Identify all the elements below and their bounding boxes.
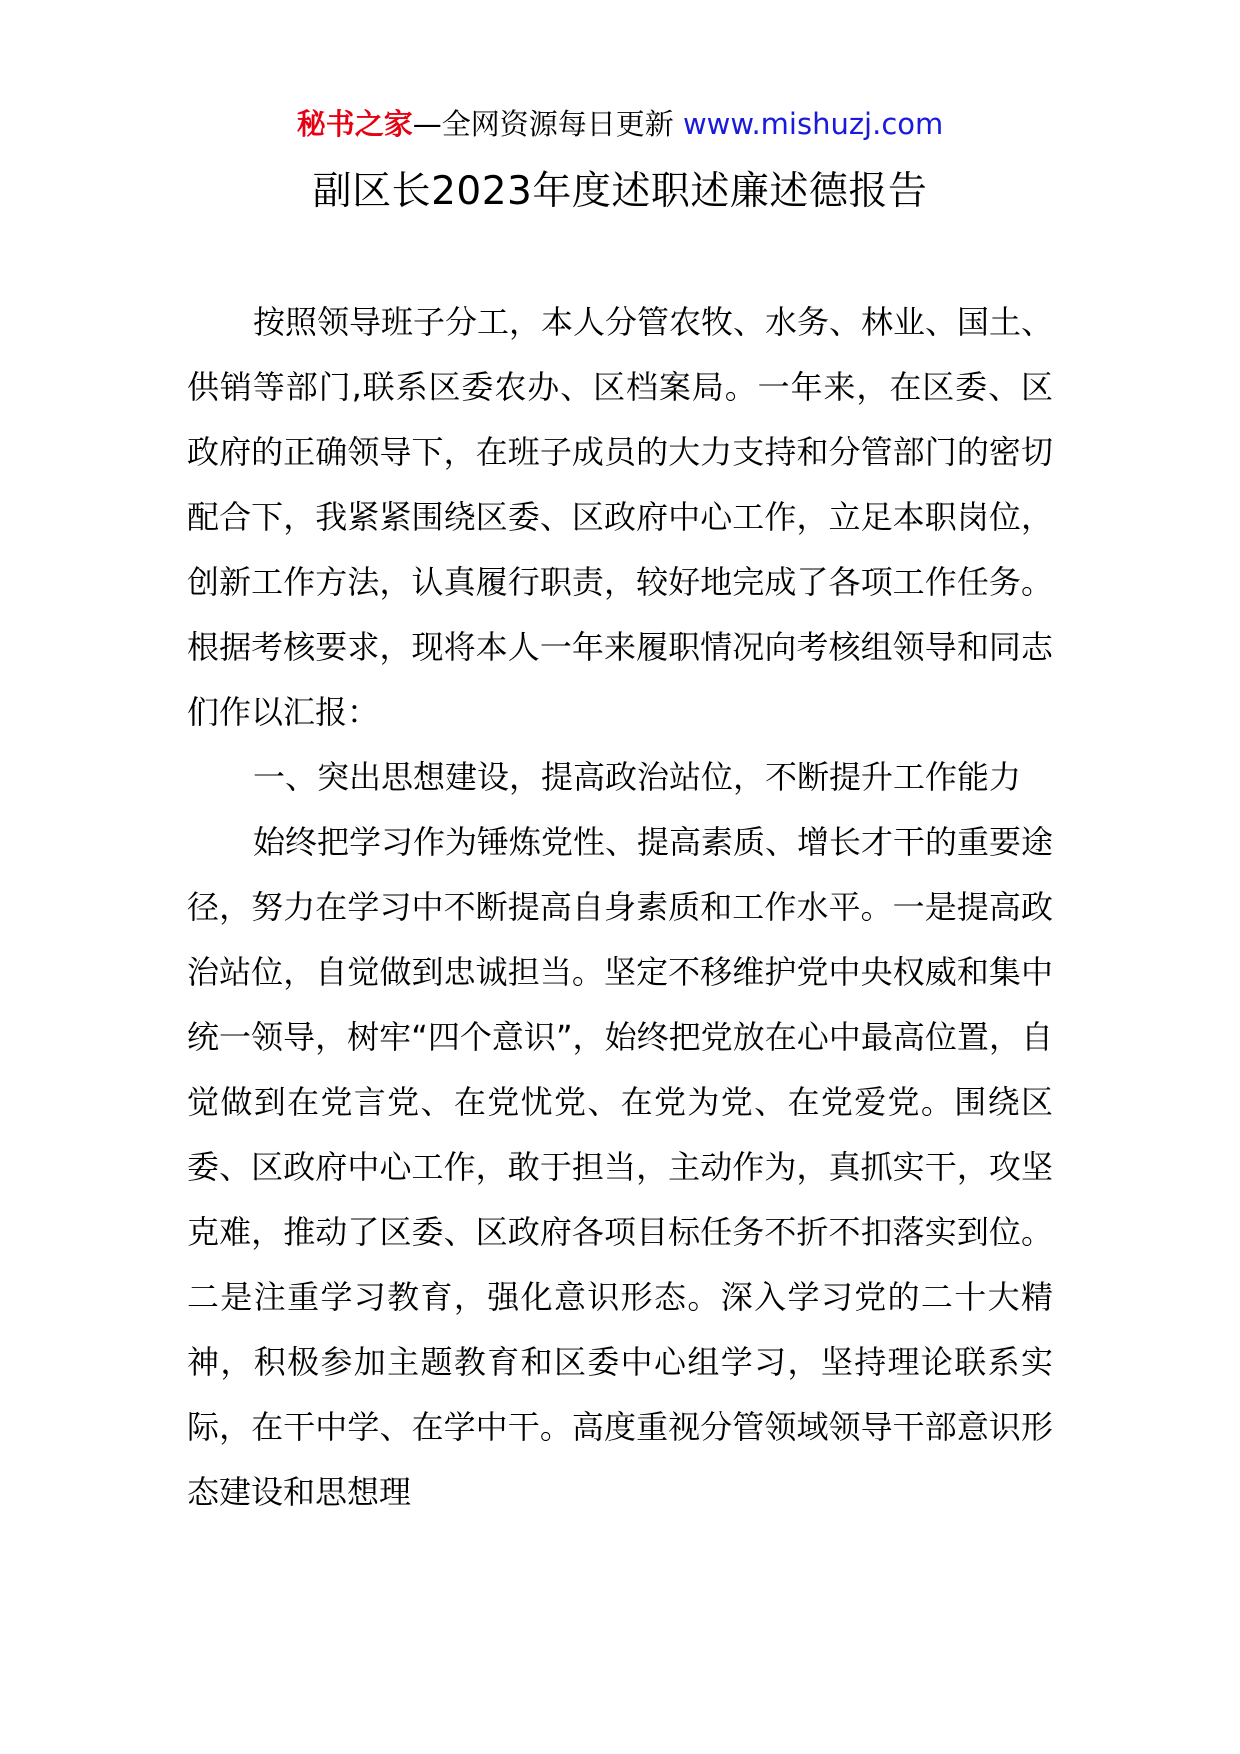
site-header — [0, 104, 1240, 144]
document-body — [187, 290, 1053, 1525]
section-heading-1: 一、突出思想建设，提高政治站位，不断提升工作能力 — [253, 758, 1022, 796]
document-title: 副区长2023年度述职述廉述德报告 — [312, 169, 928, 214]
site-url-link[interactable]: www.mishuzj.com — [682, 107, 944, 141]
intro-paragraph: 按照领导班子分工，本人分管农牧、水务、林业、国土、供销等部门,联系区委农办、区档案局。一年来，在区委、区政府的正确领导下，在班子成员的大力支持和分管部门的密切配合下，我紧紧围绕区委、区政府中心工作，立足本职岗位，创新工作方法，认真履行职责，较好地完成了各项工作任务。根据考核要求，现将本人一年来履职情况向考核组领导和同志们作以汇报： — [187, 303, 1054, 731]
header-tagline: —全网资源每日更新 — [412, 107, 683, 141]
section-1-paragraph: 始终把学习作为锤炼党性、提高素质、增长才干的重要途径，努力在学习中不断提高自身素质和工作水平。一是提高政治站位，自觉做到忠诚担当。坚定不移维护党中央权威和集中统一领导，树牢“四个意识”，始终把党放在心中最高位置，自觉做到在党言党、在党忧党、在党为党、在党爱党。围绕区委、区政府中心工作，敢于担当，主动作为，真抓实干，攻坚克难，推动了区委、区政府各项目标任务不折不扣落实到位。二是注重学习教育，强化意识形态。深入学习党的二十大精神，积极参加主题教育和区委中心组学习，坚持理论联系实际，在干中学、在学中干。高度重视分管领域领导干部意识形态建设和思想理 — [187, 823, 1054, 1511]
brand-name: 秘书之家 — [296, 107, 413, 141]
